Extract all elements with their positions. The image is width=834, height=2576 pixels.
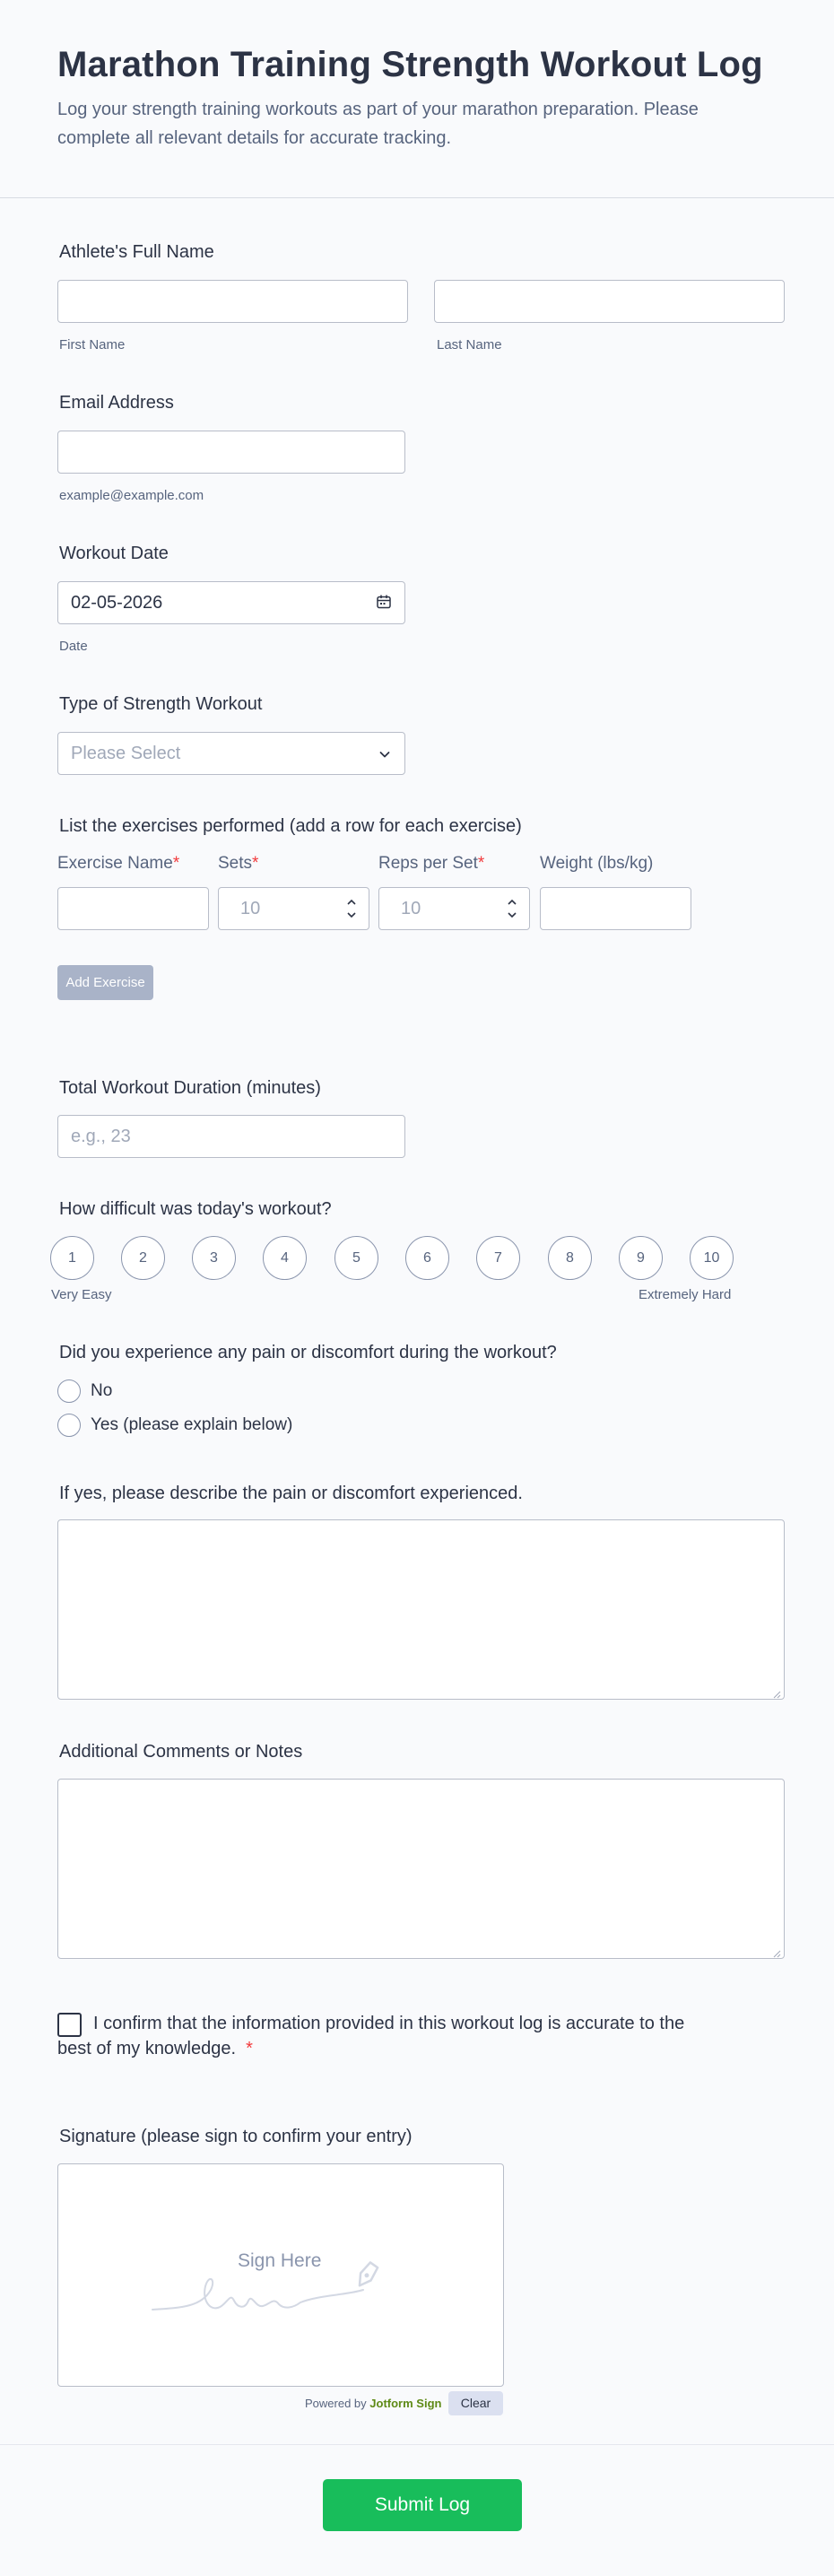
- confirm-checkbox[interactable]: [57, 2013, 82, 2037]
- signature-label: Signature (please sign to confirm your entry): [59, 2127, 413, 2146]
- powered-by-text: Powered by Jotform Sign: [305, 2397, 442, 2410]
- pain-no-radio[interactable]: [57, 1379, 81, 1403]
- duration-input[interactable]: e.g., 23: [57, 1115, 405, 1158]
- first-name-input[interactable]: [57, 280, 408, 323]
- duration-label: Total Workout Duration (minutes): [59, 1078, 321, 1098]
- email-label: Email Address: [59, 393, 174, 413]
- rating-option-4[interactable]: 4: [263, 1236, 307, 1280]
- column-weight: Weight (lbs/kg): [540, 854, 654, 873]
- rating-option-9[interactable]: 9: [619, 1236, 663, 1280]
- form-title: Marathon Training Strength Workout Log: [57, 45, 763, 84]
- signature-pad[interactable]: [57, 2163, 504, 2387]
- email-input[interactable]: [57, 431, 405, 474]
- rating-max-label: Extremely Hard: [639, 1287, 732, 1302]
- last-name-input[interactable]: [434, 280, 785, 323]
- resize-handle-icon[interactable]: [772, 1687, 781, 1696]
- chevron-down-icon: [378, 746, 392, 767]
- rating-option-8[interactable]: 8: [548, 1236, 592, 1280]
- pain-no-label[interactable]: No: [91, 1381, 113, 1400]
- add-exercise-button[interactable]: Add Exercise: [57, 965, 153, 1000]
- workout-date-label: Workout Date: [59, 544, 169, 563]
- signature-placeholder: Sign Here: [238, 2250, 322, 2271]
- pain-label: Did you experience any pain or discomfort during the workout?: [59, 1343, 557, 1362]
- resize-handle-icon[interactable]: [772, 1946, 781, 1955]
- pain-description-textarea[interactable]: [57, 1519, 785, 1700]
- rating-option-7[interactable]: 7: [476, 1236, 520, 1280]
- clear-signature-button[interactable]: Clear: [448, 2391, 503, 2415]
- last-name-sublabel: Last Name: [437, 337, 502, 352]
- stepper-icon[interactable]: [345, 896, 358, 927]
- column-reps: Reps per Set*: [378, 854, 485, 873]
- sets-input[interactable]: 10: [218, 887, 369, 930]
- comments-label: Additional Comments or Notes: [59, 1742, 303, 1762]
- reps-input[interactable]: 10: [378, 887, 530, 930]
- rating-option-3[interactable]: 3: [192, 1236, 236, 1280]
- email-sublabel: example@example.com: [59, 488, 204, 503]
- form-subtitle: Log your strength training workouts as part of your marathon preparation. Please complete all relevant details for accurate tracking.: [57, 100, 699, 148]
- rating-min-label: Very Easy: [51, 1287, 112, 1302]
- calendar-icon[interactable]: [376, 594, 392, 615]
- full-name-label: Athlete's Full Name: [59, 242, 214, 262]
- pain-yes-label[interactable]: Yes (please explain below): [91, 1415, 293, 1434]
- rating-option-1[interactable]: 1: [50, 1236, 94, 1280]
- confirm-text: I confirm that the information provided in this workout log is accurate to the best of my knowledge. *: [57, 2014, 685, 2058]
- first-name-sublabel: First Name: [59, 337, 126, 352]
- comments-textarea[interactable]: [57, 1779, 785, 1959]
- column-sets: Sets*: [218, 854, 259, 873]
- rating-option-2[interactable]: 2: [121, 1236, 165, 1280]
- rating-option-6[interactable]: 6: [405, 1236, 449, 1280]
- rating-option-10[interactable]: 10: [690, 1236, 734, 1280]
- exercises-label: List the exercises performed (add a row for each exercise): [59, 816, 522, 836]
- weight-input[interactable]: [540, 887, 691, 930]
- submit-button[interactable]: Submit Log: [323, 2479, 522, 2531]
- stepper-icon[interactable]: [506, 896, 518, 927]
- difficulty-label: How difficult was today's workout?: [59, 1199, 332, 1219]
- rating-option-5[interactable]: 5: [334, 1236, 378, 1280]
- workout-type-select[interactable]: Please Select: [57, 732, 405, 775]
- workout-type-label: Type of Strength Workout: [59, 694, 263, 714]
- exercise-name-input[interactable]: [57, 887, 209, 930]
- form-header: [0, 0, 834, 198]
- workout-date-sublabel: Date: [59, 639, 88, 654]
- pain-yes-radio[interactable]: [57, 1414, 81, 1437]
- workout-date-input[interactable]: 02-05-2026: [57, 581, 405, 624]
- column-exercise-name: Exercise Name*: [57, 854, 180, 873]
- pain-description-label: If yes, please describe the pain or discomfort experienced.: [59, 1484, 523, 1503]
- jotform-sign-brand: Jotform Sign: [369, 2397, 442, 2410]
